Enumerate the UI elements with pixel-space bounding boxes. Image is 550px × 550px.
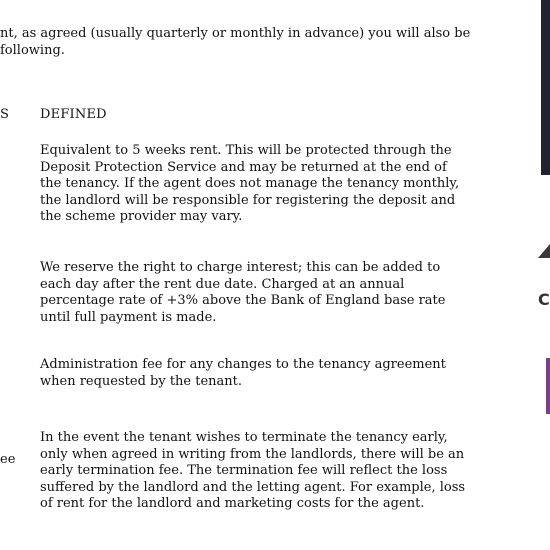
definition-late-payment: We reserve the right to charge interest; this can be added to each day after the rent due date. Charged at an annual percentage rate of +3% above the Bank of England base rate until full payment is made. bbox=[40, 260, 446, 325]
intro-line-2: following. bbox=[0, 43, 65, 58]
definition-administration-fee: Administration fee for any changes to the tenancy agreement when requested by the tenant. bbox=[40, 357, 446, 389]
definition-deposit: Equivalent to 5 weeks rent. This will be protected through the Deposit Protection Service and may be returned at the end of the tenancy. If the agent does not manage the tenancy monthly, the landlord will be responsible for registering the deposit and the scheme provider may vary. bbox=[40, 143, 460, 224]
side-purple-bar bbox=[546, 358, 550, 414]
row-left-fragment: ee bbox=[0, 452, 16, 467]
side-letter: C bbox=[538, 290, 550, 309]
intro-line-1: nt, as agreed (usually quarterly or monthly in advance) you will also be bbox=[0, 26, 471, 41]
side-triangle-shape bbox=[538, 244, 550, 258]
definition-early-termination: In the event the tenant wishes to terminate the tenancy early, only when agreed in writing from the landlords, there will be an early termination fee. The termination fee will reflect the loss suffered by the landlord and the letting agent. For example, loss of rent for the landlord and marketing costs for the agent. bbox=[40, 430, 466, 511]
header-defined-column: DEFINED bbox=[40, 107, 107, 122]
side-dark-panel bbox=[541, 0, 550, 175]
header-left-column: S bbox=[0, 107, 10, 122]
